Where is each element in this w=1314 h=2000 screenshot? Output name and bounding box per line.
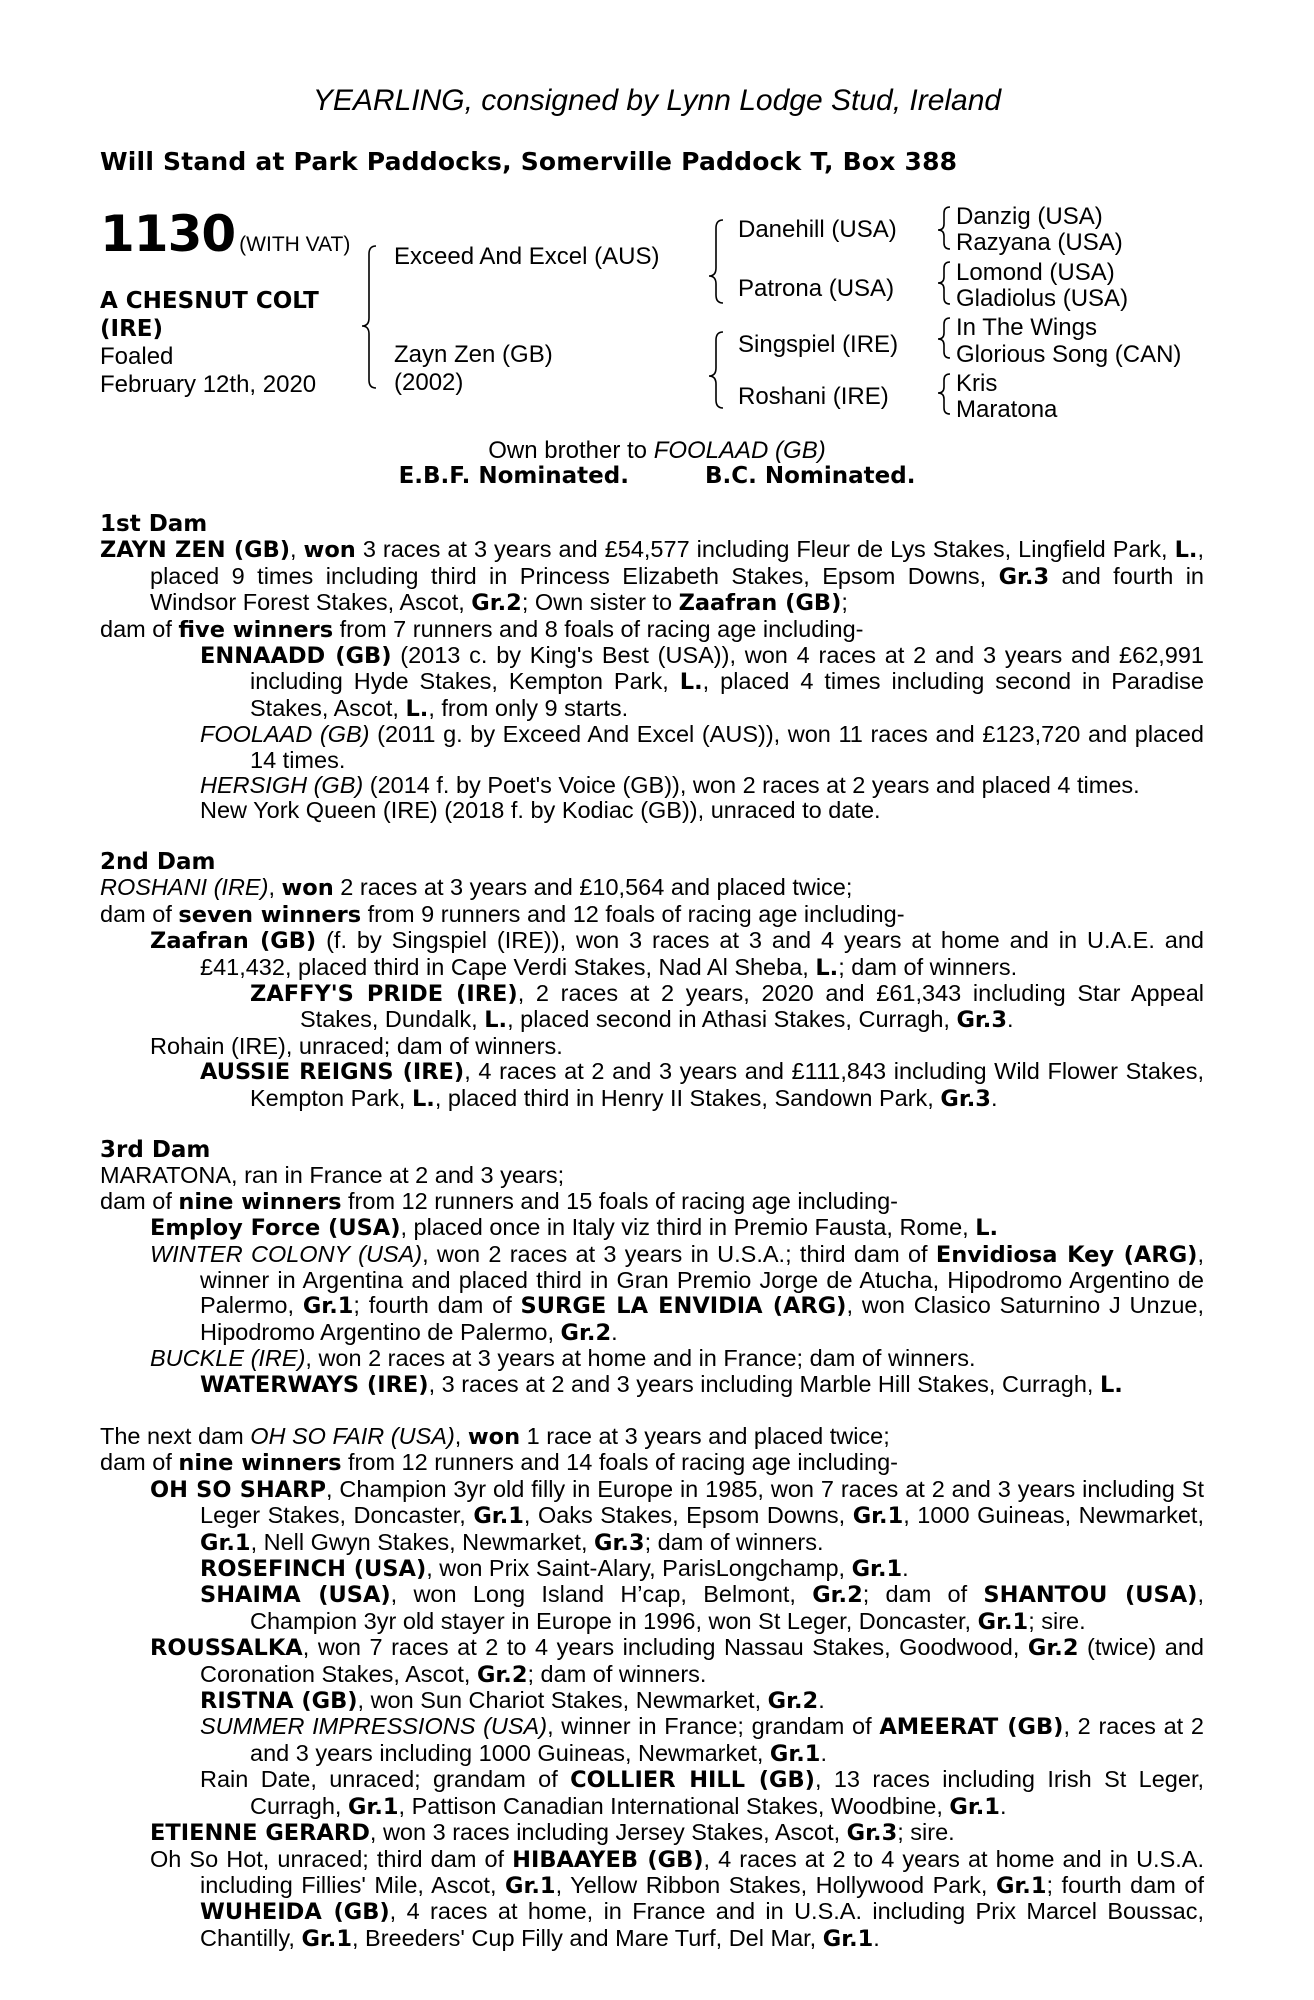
sire-dam: Patrona (USA): [738, 275, 895, 302]
text: , won 3 races including Jersey Stakes, Ascot,: [369, 1819, 847, 1846]
text: , 4 races at home, in France and in U.S.A. including Prix Marcel Boussac, Chantilly,: [200, 1898, 1204, 1951]
horse-name: SURGE LA ENVIDIA (ARG): [520, 1293, 847, 1320]
grade-label: Gr.3: [846, 1820, 898, 1847]
horse-name: ZAFFY'S PRIDE (IRE): [250, 980, 518, 1007]
text: Rohain (IRE), unraced; dam of winners.: [150, 1032, 563, 1059]
bc-nominated: B.C. Nominated.: [704, 463, 916, 489]
grade-label: Gr.1: [851, 1556, 903, 1583]
gg-6: Glorious Song (CAN): [956, 341, 1182, 368]
text: , 2 races at 2 years, 2020 and £61,343 including Star Appeal Stakes, Dundalk,: [300, 979, 1205, 1033]
text: , Champion 3yr old filly in Europe in 1985, won 7 races at 2 and 3 years including St Leger Stakes, Doncaster,: [200, 1475, 1204, 1529]
text: , won Clasico Saturnino J Unzue, Hipodromo Argentino de Palermo,: [200, 1292, 1204, 1345]
text: (f. by Singspiel (IRE)), won 3 races at 3 and 4 years at home and in U.A.E. and £41,432, placed third in Cape Verdi Stakes, Nad Al Sheba,: [200, 927, 1205, 980]
third-dam-line: MARATONA, ran in France at 2 and 3 years;: [100, 1162, 565, 1189]
horse-name: WATERWAYS (IRE): [200, 1371, 429, 1398]
own-brother-line: [0, 437, 1314, 465]
dam-dam: Roshani (IRE): [738, 383, 889, 410]
grade-label: Gr.1: [200, 1529, 251, 1556]
text: , Pattison Canadian International Stakes, Woodbine,: [398, 1792, 950, 1819]
text: , won Sun Chariot Stakes, Newmarket,: [357, 1687, 768, 1714]
horse-name: Zaafran (GB): [150, 928, 317, 955]
text: , Nell Gwyn Stakes, Newmarket,: [250, 1528, 595, 1555]
grade-label: Gr.1: [347, 1793, 399, 1820]
text: , won Long Island H’cap, Belmont,: [390, 1581, 813, 1608]
text: , won Prix Saint-Alary, ParisLongchamp,: [426, 1555, 852, 1582]
produce-entry: [100, 1372, 1204, 1398]
text: , winner in France; grandam of: [547, 1713, 880, 1740]
colt-country: (IRE): [100, 316, 164, 342]
text: (2014 f. by Poet's Voice (GB)), won 2 races at 2 years and placed 4 times.: [363, 772, 1140, 799]
text: , 4 races at 2 and 3 years and £111,843 including Wild Flower Stakes, Kempton Park,: [250, 1058, 1204, 1111]
text: ; dam of winners.: [644, 1528, 824, 1555]
grade-label: Gr.2: [476, 1661, 528, 1688]
text: from 12 runners and 14 foals of racing age including-: [341, 1449, 898, 1476]
second-dam-heading: 2nd Dam: [100, 848, 216, 875]
text: ; dam of: [862, 1581, 984, 1608]
text: .: [873, 1924, 880, 1951]
text: , Champion 3yr old stayer in Europe in 1996, won St Leger, Doncaster,: [250, 1581, 1204, 1634]
first-dam-line: [100, 537, 1204, 616]
horse-name: SHAIMA (USA): [200, 1582, 391, 1609]
nominations: [0, 463, 1314, 489]
gg-5: In The Wings: [956, 314, 1097, 341]
text: , 1000 Guineas, Newmarket,: [903, 1502, 1204, 1529]
text: , 3 races at 2 and 3 years including Marble Hill Stakes, Curragh,: [428, 1370, 1100, 1397]
text: , 13 races including Irish St Leger, Curragh,: [250, 1766, 1204, 1819]
text: ;: [841, 589, 848, 616]
foaled-date: February 12th, 2020: [100, 371, 317, 398]
produce-entry: [100, 1635, 1204, 1688]
text: dam of: [100, 1449, 179, 1476]
horse-name: SUMMER IMPRESSIONS (USA): [200, 1713, 548, 1740]
horse-name: OH SO SHARP: [150, 1476, 326, 1503]
listed-label: L.: [405, 695, 429, 722]
grade-label: Gr.2: [1027, 1635, 1079, 1662]
text: , won 7 races at 2 to 4 years including Nassau Stakes, Goodwood,: [302, 1634, 1028, 1661]
gg-8: Maratona: [956, 396, 1058, 423]
text: dam of: [100, 1187, 179, 1214]
dam-name: ZAYN ZEN (GB): [100, 537, 291, 564]
next-dam-produce-line: [100, 1450, 1204, 1476]
text: , won 2 races at 3 years in U.S.A.; third dam of: [422, 1240, 936, 1267]
second-dam-line: [100, 875, 1204, 901]
separator: ,: [268, 874, 282, 901]
text: dam of: [100, 900, 179, 927]
text: .: [990, 1084, 998, 1111]
grade-label: Gr.1: [769, 1740, 821, 1767]
text: ; dam of winners.: [838, 953, 1018, 980]
grade-label: Gr.2: [812, 1582, 863, 1609]
text: , placed third in Henry II Stakes, Sandown Park,: [434, 1084, 941, 1111]
produce-entry: [100, 1820, 1204, 1846]
produce-entry: [100, 798, 1204, 823]
grade-label: Gr.2: [471, 590, 522, 617]
text: ; sire.: [1028, 1607, 1086, 1634]
third-dam-section: [100, 1138, 1204, 1398]
foaled-label: Foaled: [100, 343, 174, 370]
first-dam-produce-line: [100, 617, 1204, 643]
text: (twice) and Coronation Stakes, Ascot,: [200, 1634, 1204, 1687]
grade-label: Gr.1: [949, 1793, 1000, 1820]
text: from 7 runners and 8 foals of racing age including-: [333, 615, 864, 642]
lot-number: 1130: [100, 205, 236, 263]
vat-label: (WITH VAT): [239, 233, 351, 256]
grade-label: Gr.1: [977, 1608, 1029, 1635]
produce-entry: [100, 1346, 1204, 1371]
text: from 12 runners and 15 foals of racing age including-: [341, 1187, 898, 1214]
text: .: [999, 1792, 1007, 1819]
text: .: [1007, 1006, 1014, 1033]
produce-entry: [100, 1477, 1204, 1556]
gg-4: Gladiolus (USA): [956, 285, 1129, 312]
produce-entry: [100, 1688, 1204, 1714]
grade-label: Gr.1: [301, 1925, 352, 1952]
produce-entry: [100, 1582, 1204, 1635]
produce-entry: [100, 722, 1204, 773]
text: (2013 c. by King's Best (USA)), won 4 races at 2 and 3 years and £62,991 including Hyde Stakes, Kempton Park,: [250, 642, 1204, 695]
separator: ,: [454, 1423, 468, 1449]
won-label: won: [281, 875, 334, 902]
text: , 4 races at 2 to 4 years at home and in U.S.A. including Fillies' Mile, Ascot,: [200, 1845, 1204, 1898]
text: ; sire.: [897, 1819, 955, 1846]
brother-prefix: Own brother to: [488, 437, 654, 464]
text: , placed once in Italy viz third in Premio Fausta, Rome,: [400, 1214, 976, 1241]
text: 2 races at 3 years and £10,564 and placed twice;: [333, 874, 853, 901]
consignor-line: YEARLING, consigned by Lynn Lodge Stud, Ireland: [312, 84, 1002, 117]
horse-name: BUCKLE (IRE): [150, 1345, 306, 1372]
text: The next dam: [100, 1423, 251, 1449]
horse-name: Employ Force (USA): [150, 1215, 401, 1242]
produce-entry: [100, 981, 1204, 1034]
text: New York Queen (IRE) (2018 f. by Kodiac (GB)), unraced to date.: [200, 797, 881, 824]
produce-entry: [100, 1242, 1204, 1347]
text: Oh So Hot, unraced; third dam of: [150, 1845, 513, 1872]
dam-name: OH SO FAIR (USA): [250, 1423, 455, 1449]
text: dam of: [100, 615, 179, 642]
horse-name: RISTNA (GB): [200, 1688, 358, 1715]
grade-label: Gr.1: [473, 1503, 524, 1530]
horse-name: ROSEFINCH (USA): [200, 1556, 427, 1583]
grade-label: Gr.3: [998, 563, 1050, 590]
sire-sire: Danehill (USA): [738, 216, 897, 243]
ebf-nominated: E.B.F. Nominated.: [398, 463, 629, 489]
horse-name: AMEERAT (GB): [879, 1714, 1064, 1741]
text: , Oaks Stakes, Epsom Downs,: [523, 1502, 853, 1529]
horse-name: ENNAADD (GB): [200, 643, 392, 670]
listed-label: L.: [484, 1007, 508, 1034]
text: .: [902, 1555, 909, 1582]
produce-entry: [100, 928, 1204, 981]
produce-entry: [100, 1714, 1204, 1767]
produce-entry: [100, 1556, 1204, 1582]
next-dam-line: [100, 1424, 1204, 1450]
sister-name: Zaafran (GB): [678, 590, 842, 617]
gg-7: Kris: [956, 370, 998, 397]
produce-entry: [100, 1847, 1204, 1953]
text: 1 race at 3 years and placed twice;: [520, 1423, 890, 1449]
horse-name: SHANTOU (USA): [983, 1582, 1198, 1609]
second-dam-section: [100, 850, 1204, 1112]
won-label: won: [303, 537, 356, 564]
text: ; fourth dam of: [353, 1292, 521, 1319]
horse-name: AUSSIE REIGNS (IRE): [200, 1059, 465, 1086]
horse-name: WINTER COLONY (USA): [150, 1240, 423, 1267]
horse-name: HERSIGH (GB): [200, 772, 364, 799]
gg-2: Razyana (USA): [956, 229, 1123, 256]
stand-location: Will Stand at Park Paddocks, Somerville Paddock T, Box 388: [100, 147, 958, 176]
separator: ,: [290, 536, 304, 563]
winners-count: nine winners: [178, 1188, 342, 1215]
grade-label: Gr.1: [505, 1872, 556, 1899]
horse-name: HIBAAYEB (GB): [512, 1846, 704, 1873]
second-dam-produce-line: [100, 902, 1204, 928]
text: , Yellow Ribbon Stakes, Hollywood Park,: [555, 1871, 996, 1898]
dam-name: ROSHANI (IRE): [100, 874, 269, 901]
text: .: [820, 1739, 827, 1766]
listed-label: L.: [679, 669, 703, 696]
grade-label: Gr.3: [956, 1007, 1008, 1034]
listed-label: L.: [1174, 537, 1198, 564]
horse-name: COLLIER HILL (GB): [570, 1767, 815, 1794]
text: , 2 races at 2 and 3 years including 1000 Guineas, Newmarket,: [250, 1713, 1204, 1766]
listed-label: L.: [815, 954, 839, 981]
horse-name: Envidiosa Key (ARG): [935, 1241, 1198, 1268]
winners-count: seven winners: [178, 901, 362, 928]
grade-label: Gr.2: [767, 1688, 819, 1715]
produce-entry: [100, 1215, 1204, 1241]
gg-3: Lomond (USA): [956, 259, 1115, 286]
grade-label: Gr.1: [852, 1503, 904, 1530]
listed-label: L.: [1099, 1371, 1123, 1398]
grade-label: Gr.1: [822, 1925, 874, 1952]
pedigree-text: [100, 512, 1204, 1978]
text: (2011 g. by Exceed And Excel (AUS)), won 11 races and £123,720 and placed 14 times.: [250, 721, 1205, 773]
produce-entry: [100, 1767, 1204, 1820]
listed-label: L.: [975, 1215, 999, 1242]
text: .: [818, 1687, 825, 1714]
listed-label: L.: [411, 1085, 435, 1112]
produce-entry: [100, 773, 1204, 798]
grade-label: Gr.2: [560, 1319, 612, 1346]
sire-name: Exceed And Excel (AUS): [394, 243, 660, 270]
horse-name: FOOLAAD (GB): [200, 721, 370, 748]
horse-name: ETIENNE GERARD: [150, 1820, 370, 1847]
text: , winner in Argentina and placed third in Gran Premio Jorge de Atucha, Hipodromo Argentino de Palermo,: [200, 1240, 1204, 1319]
text: from 9 runners and 12 foals of racing age including-: [361, 900, 905, 927]
grade-label: Gr.3: [594, 1529, 645, 1556]
third-dam-produce-line: [100, 1189, 1204, 1215]
grade-label: Gr.3: [940, 1085, 991, 1112]
text: , placed 9 times including third in Princess Elizabeth Stakes, Epsom Downs,: [150, 536, 1204, 589]
winners-count: nine winners: [178, 1450, 342, 1477]
third-dam-heading: 3rd Dam: [100, 1136, 211, 1163]
winners-count: five winners: [178, 616, 334, 643]
text: ; dam of winners.: [527, 1660, 707, 1687]
horse-name: ROUSSALKA: [150, 1635, 303, 1662]
first-dam-section: [100, 512, 1204, 824]
pedigree-brackets: [0, 0, 1314, 440]
produce-entry: [100, 1034, 1204, 1059]
produce-entry: [100, 1059, 1204, 1112]
text: 3 races at 3 years and £54,577 including Fleur de Lys Stakes, Lingfield Park,: [355, 536, 1175, 563]
grade-label: Gr.1: [302, 1293, 354, 1320]
text: ; Own sister to: [521, 589, 679, 616]
text: ; fourth dam of: [1046, 1871, 1205, 1898]
produce-entry: [100, 643, 1204, 722]
gg-1: Danzig (USA): [956, 203, 1103, 230]
text: , Breeders' Cup Filly and Mare Turf, Del Mar,: [352, 1924, 823, 1951]
horse-name: WUHEIDA (GB): [200, 1899, 390, 1926]
colt-description: A CHESNUT COLT: [100, 288, 319, 314]
next-dam-section: [100, 1424, 1204, 1952]
text: Rain Date, unraced; grandam of: [200, 1766, 571, 1793]
brother-name: FOOLAAD (GB): [653, 437, 826, 464]
text: .: [611, 1318, 618, 1345]
text: , placed second in Athasi Stakes, Curragh,: [507, 1006, 957, 1033]
text: and fourth in Windsor Forest Stakes, Ascot,: [150, 562, 1204, 616]
dam-year: (2002): [394, 369, 464, 396]
text: , won 2 races at 3 years at home and in France; dam of winners.: [305, 1345, 976, 1372]
text: , from only 9 starts.: [428, 694, 629, 721]
dam-sire: Singspiel (IRE): [738, 331, 899, 358]
text: , placed 4 times including second in Paradise Stakes, Ascot,: [250, 668, 1204, 721]
grade-label: Gr.1: [995, 1872, 1047, 1899]
won-label: won: [467, 1424, 521, 1450]
dam-name: Zayn Zen (GB): [394, 341, 553, 368]
first-dam-heading: 1st Dam: [100, 511, 208, 537]
